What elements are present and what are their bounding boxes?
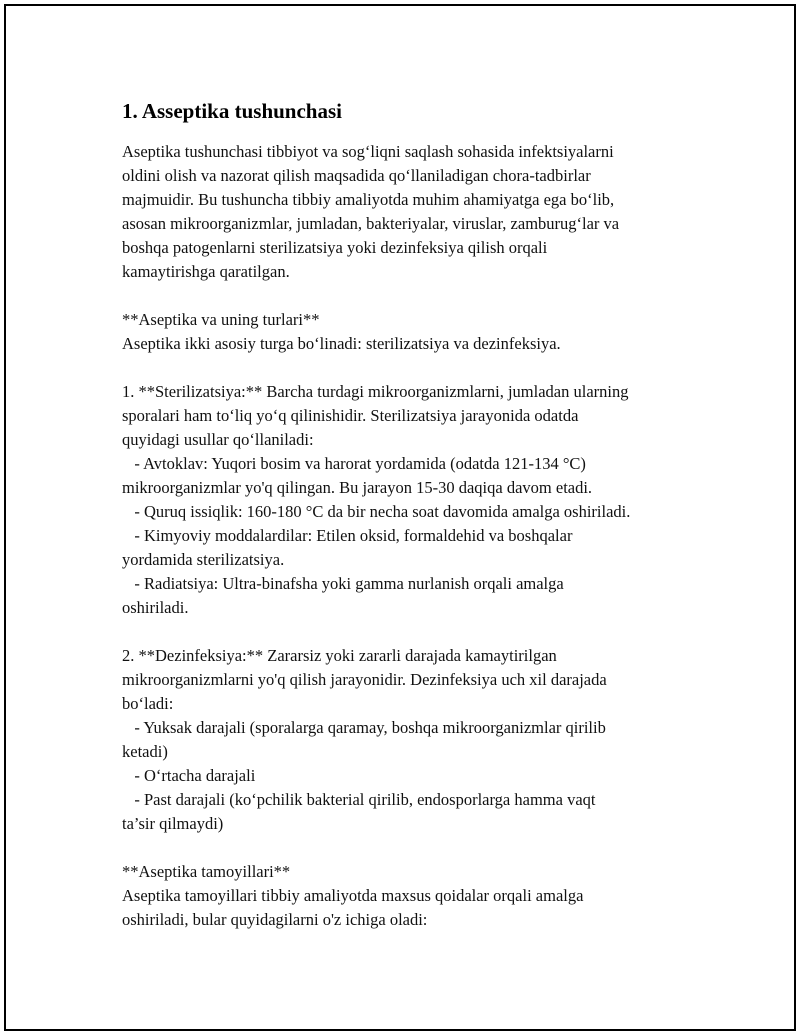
list-item-line: - Radiatsiya: Ultra-binafsha yoki gamma nurlanish orqali amalga	[122, 574, 564, 593]
page-frame	[4, 4, 796, 1031]
list-item-line: - O‘rtacha darajali	[122, 766, 256, 785]
text-line: 1. **Sterilizatsiya:** Barcha turdagi mikroorganizmlarni, jumladan ularning	[122, 382, 629, 401]
text-line: majmuidir. Bu tushuncha tibbiy amaliyotda muhim ahamiyatga ega bo‘lib,	[122, 190, 615, 209]
text-line: mikroorganizmlarni yo'q qilish jarayonidir. Dezinfeksiya uch xil darajada	[122, 670, 607, 689]
list-item-line: - Past darajali (ko‘pchilik bakterial qirilib, endosporlarga hamma vaqt	[122, 790, 596, 809]
list-item-line: - Kimyoviy moddalardilar: Etilen oksid, formaldehid va boshqalar	[122, 526, 573, 545]
text-line: oshiriladi.	[122, 598, 189, 617]
text-line: oshiriladi, bular quyidagilarni o'z ichiga oladi:	[122, 910, 428, 929]
text-line: oldini olish va nazorat qilish maqsadida qo‘llaniladigan chora-tadbirlar	[122, 166, 591, 185]
text-line: mikroorganizmlar yo'q qilingan. Bu jarayon 15-30 daqiqa davom etadi.	[122, 478, 593, 497]
text-line: asosan mikroorganizmlar, jumladan, bakteriyalar, viruslar, zamburug‘lar va	[122, 214, 620, 233]
principles-paragraph	[122, 860, 722, 932]
text-line: yordamida sterilizatsiya.	[122, 550, 285, 569]
types-paragraph	[122, 308, 722, 356]
text-line: sporalari ham to‘liq yo‘q qilinishidir. Sterilizatsiya jarayonida odatda	[122, 406, 579, 425]
disinfection-paragraph	[122, 644, 722, 836]
text-line: kamaytirishga qaratilgan.	[122, 262, 290, 281]
text-line: Aseptika ikki asosiy turga bo‘linadi: sterilizatsiya va dezinfeksiya.	[122, 334, 561, 353]
sterilization-paragraph	[122, 380, 722, 620]
section-heading: 1. Asseptika tushunchasi	[122, 99, 342, 123]
paragraph-gap	[122, 620, 722, 644]
text-line: Aseptika tamoyillari tibbiy amaliyotda maxsus qoidalar orqali amalga	[122, 886, 584, 905]
list-item-line: - Yuksak darajali (sporalarga qaramay, boshqa mikroorganizmlar qirilib	[122, 718, 606, 737]
paragraph-gap	[122, 836, 722, 860]
text-line: Aseptika tushunchasi tibbiyot va sog‘liqni saqlash sohasida infektsiyalarni	[122, 142, 614, 161]
document-body	[122, 98, 722, 932]
list-item-line: - Quruq issiqlik: 160-180 °C da bir necha soat davomida amalga oshiriladi.	[122, 502, 631, 521]
text-line: 2. **Dezinfeksiya:** Zararsiz yoki zararli darajada kamaytirilgan	[122, 646, 557, 665]
paragraph-gap	[122, 284, 722, 308]
list-item-line: - Avtoklav: Yuqori bosim va harorat yordamida (odatda 121-134 °C)	[122, 454, 586, 473]
text-line: bo‘ladi:	[122, 694, 174, 713]
text-line: boshqa patogenlarni sterilizatsiya yoki dezinfeksiya qilish orqali	[122, 238, 548, 257]
intro-paragraph	[122, 140, 722, 284]
text-line: ketadi)	[122, 742, 168, 761]
text-line: ta’sir qilmaydi)	[122, 814, 224, 833]
subheading-line: **Aseptika va uning turlari**	[122, 310, 320, 329]
paragraph-gap	[122, 356, 722, 380]
text-line: quyidagi usullar qo‘llaniladi:	[122, 430, 314, 449]
subheading-line: **Aseptika tamoyillari**	[122, 862, 291, 881]
